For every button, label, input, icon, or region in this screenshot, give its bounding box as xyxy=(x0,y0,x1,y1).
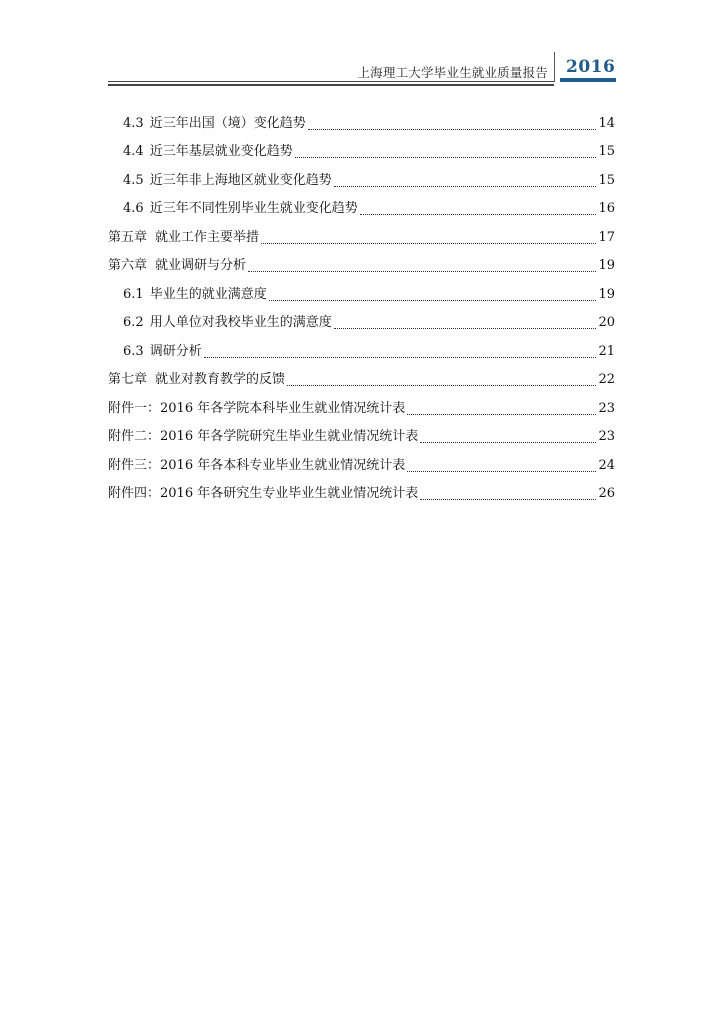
toc-leader-dots xyxy=(204,357,597,358)
toc-leader-dots xyxy=(287,385,596,386)
toc-entry-page: 16 xyxy=(598,201,615,216)
toc-entry-title: 近三年基层就业变化趋势 xyxy=(149,144,293,159)
toc-leader-dots xyxy=(420,442,596,443)
toc-entry-title: 近三年非上海地区就业变化趋势 xyxy=(149,172,332,188)
toc-entry-title: 就业对教育教学的反馈 xyxy=(155,372,286,387)
toc-entry-title: 2016 年各学院本科毕业生就业情况统计表 xyxy=(160,400,406,416)
toc-entry-number: 4.4 xyxy=(123,144,144,159)
toc-entry-label xyxy=(108,229,259,247)
toc-entry-title: 近三年不同性别毕业生就业变化趋势 xyxy=(149,201,358,216)
toc-entry-title: 毕业生的就业满意度 xyxy=(149,286,267,302)
toc-leader-dots xyxy=(360,214,597,215)
toc-leader-dots xyxy=(248,271,596,272)
toc-leader-dots xyxy=(407,414,596,415)
toc-entry[interactable] xyxy=(108,361,615,390)
header-title: 上海理工大学毕业生就业质量报告 xyxy=(357,65,548,80)
toc-entry-number: 6.3 xyxy=(123,343,144,359)
toc-entry-page: 15 xyxy=(598,144,615,159)
toc-entry-label xyxy=(123,115,306,133)
toc-entry-label xyxy=(123,172,332,190)
toc-entry-number: 4.3 xyxy=(123,115,144,131)
toc-entry-label xyxy=(123,143,293,161)
toc-entry-label xyxy=(108,457,405,475)
toc-entry-number: 第七章 xyxy=(108,372,148,387)
toc-entry[interactable] xyxy=(108,247,615,276)
toc-entry-page: 21 xyxy=(598,343,615,359)
toc-leader-dots xyxy=(334,186,597,187)
toc-entry-title: 就业工作主要举措 xyxy=(155,229,260,245)
toc-entry-number: 4.5 xyxy=(123,172,144,188)
toc-entry[interactable] xyxy=(108,418,615,447)
toc-entry[interactable] xyxy=(108,218,615,247)
toc-entry[interactable] xyxy=(108,446,615,475)
toc-entry[interactable] xyxy=(108,389,615,418)
toc-leader-dots xyxy=(261,243,596,244)
toc-entry-label xyxy=(108,400,405,418)
toc-entry-number: 附件二： xyxy=(108,429,161,444)
toc-entry-number: 附件四： xyxy=(108,486,161,501)
toc-entry-label xyxy=(123,343,202,361)
header-separator xyxy=(554,52,555,82)
toc-entry-page: 15 xyxy=(598,172,615,188)
toc-entry[interactable] xyxy=(108,133,615,162)
toc-entry-label xyxy=(123,314,332,332)
toc-leader-dots xyxy=(407,471,596,472)
toc-entry-label xyxy=(108,428,418,446)
toc-leader-dots xyxy=(334,328,597,329)
toc-entry-page: 22 xyxy=(598,372,615,387)
toc-leader-dots xyxy=(420,499,596,500)
toc-entry-title: 近三年出国（境）变化趋势 xyxy=(149,115,306,131)
toc-entry-page: 19 xyxy=(598,258,615,273)
page-header xyxy=(108,52,616,82)
table-of-contents xyxy=(108,104,615,503)
toc-leader-dots xyxy=(308,129,597,130)
toc-leader-dots xyxy=(269,300,597,301)
toc-entry[interactable] xyxy=(108,304,615,333)
toc-entry-number: 4.6 xyxy=(123,201,144,216)
toc-entry-page: 26 xyxy=(598,486,615,501)
toc-entry-title: 2016 年各本科专业毕业生就业情况统计表 xyxy=(160,457,406,473)
toc-entry-page: 19 xyxy=(598,286,615,302)
toc-leader-dots xyxy=(295,157,597,158)
header-rule xyxy=(108,81,554,82)
toc-entry-label xyxy=(108,485,418,503)
toc-entry[interactable] xyxy=(108,161,615,190)
toc-entry[interactable] xyxy=(108,190,615,219)
toc-entry-number: 附件一： xyxy=(108,400,161,416)
header-rule xyxy=(108,84,554,86)
toc-entry-number: 第五章 xyxy=(108,229,148,245)
toc-entry-number: 6.1 xyxy=(123,286,144,302)
toc-entry[interactable] xyxy=(108,104,615,133)
toc-entry-label xyxy=(108,371,285,389)
toc-entry-number: 6.2 xyxy=(123,315,144,330)
header-year: 2016 xyxy=(566,57,616,77)
toc-entry-page: 20 xyxy=(598,315,615,330)
toc-entry-title: 调研分析 xyxy=(149,343,202,359)
toc-entry-page: 23 xyxy=(598,429,615,444)
toc-entry[interactable] xyxy=(108,475,615,504)
toc-entry-title: 2016 年各学院研究生毕业生就业情况统计表 xyxy=(160,429,419,444)
toc-entry-label xyxy=(108,257,246,275)
toc-entry-label xyxy=(123,200,358,218)
toc-entry[interactable] xyxy=(108,332,615,361)
toc-entry-page: 17 xyxy=(598,229,615,245)
header-accent-bar xyxy=(560,78,616,82)
toc-entry[interactable] xyxy=(108,275,615,304)
toc-entry-title: 2016 年各研究生专业毕业生就业情况统计表 xyxy=(160,486,419,501)
toc-entry-number: 附件三： xyxy=(108,457,161,473)
toc-entry-number: 第六章 xyxy=(108,258,148,273)
toc-entry-page: 24 xyxy=(598,457,615,473)
toc-entry-title: 就业调研与分析 xyxy=(155,258,247,273)
toc-entry-label xyxy=(123,286,267,304)
toc-entry-title: 用人单位对我校毕业生的满意度 xyxy=(149,315,332,330)
toc-entry-page: 14 xyxy=(598,115,615,131)
toc-entry-page: 23 xyxy=(598,400,615,416)
